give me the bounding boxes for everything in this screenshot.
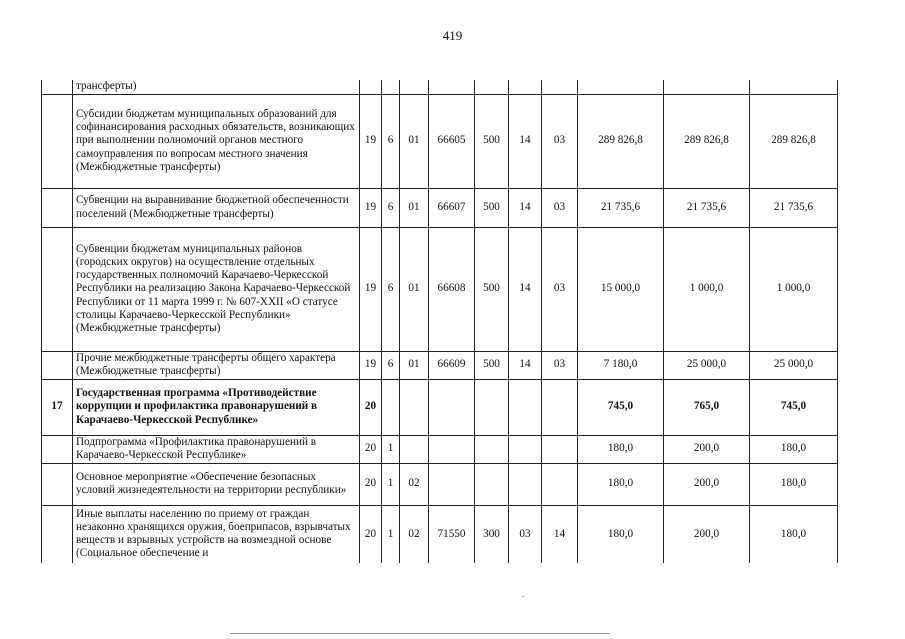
col-code-2: 1	[382, 505, 400, 563]
amount-year-3: 21 735,6	[750, 188, 838, 227]
amount-year-2: 765,0	[664, 379, 750, 435]
col-code-1: 19	[360, 227, 382, 351]
col-code-2	[382, 379, 400, 435]
col-code-2	[382, 80, 400, 94]
col-code-1: 20	[360, 435, 382, 463]
amount-year-1: 21 735,6	[578, 188, 664, 227]
amount-year-1: 180,0	[578, 435, 664, 463]
row-index	[42, 94, 73, 188]
amount-year-3: 25 000,0	[750, 351, 838, 379]
amount-year-1: 745,0	[578, 379, 664, 435]
col-code-2: 6	[382, 94, 400, 188]
page-number: 419	[442, 28, 463, 43]
row-index	[42, 351, 73, 379]
row-description: Субвенции на выравнивание бюджетной обеспеченности поселений (Межбюджетные трансферты)	[73, 188, 360, 227]
col-code-5: 500	[475, 227, 509, 351]
col-code-5	[475, 379, 509, 435]
col-code-6	[509, 435, 542, 463]
col-code-2: 1	[382, 463, 400, 505]
col-code-2: 6	[382, 188, 400, 227]
col-code-5: 500	[475, 351, 509, 379]
amount-year-3: 1 000,0	[750, 227, 838, 351]
amount-year-3: 180,0	[750, 463, 838, 505]
amount-year-2: 1 000,0	[664, 227, 750, 351]
col-code-6: 14	[509, 227, 542, 351]
amount-year-1	[578, 80, 664, 94]
amount-year-3: 180,0	[750, 505, 838, 563]
col-code-5	[475, 463, 509, 505]
col-code-5: 500	[475, 94, 509, 188]
table-row	[42, 227, 838, 351]
row-index	[42, 435, 73, 463]
col-code-5: 500	[475, 188, 509, 227]
col-code-6	[509, 80, 542, 94]
col-code-3: 01	[400, 227, 429, 351]
row-index	[42, 188, 73, 227]
col-code-4	[429, 379, 475, 435]
col-code-3	[400, 435, 429, 463]
col-code-6: 03	[509, 505, 542, 563]
col-code-4: 71550	[429, 505, 475, 563]
col-code-3: 02	[400, 505, 429, 563]
row-description: Субвенции бюджетам муниципальных районов (городских округов) на осуществление отдельных государственных полномочий Карачаево-Черкесской Республики на реализацию Закона Карачаево-Черкесской Республики от 11 марта 1999 г. № 607-XXII «О статусе столицы Карачаево-Черкесской Республики» (Межбюджетные трансферты)	[73, 227, 360, 351]
row-index	[42, 463, 73, 505]
col-code-1: 19	[360, 94, 382, 188]
scan-artifact-line	[230, 633, 610, 634]
table-row	[42, 94, 838, 188]
col-code-5: 300	[475, 505, 509, 563]
col-code-2: 6	[382, 351, 400, 379]
row-description: Государственная программа «Противодействие коррупции и профилактика правонарушений в Карачаево-Черкесской Республике»	[73, 379, 360, 435]
col-code-3: 02	[400, 463, 429, 505]
col-code-1: 19	[360, 188, 382, 227]
table-row	[42, 435, 838, 463]
col-code-6: 14	[509, 94, 542, 188]
col-code-2: 6	[382, 227, 400, 351]
amount-year-2: 21 735,6	[664, 188, 750, 227]
col-code-1: 20	[360, 463, 382, 505]
col-code-4	[429, 463, 475, 505]
col-code-1: 20	[360, 379, 382, 435]
col-code-3: 01	[400, 188, 429, 227]
amount-year-1: 180,0	[578, 463, 664, 505]
col-code-4	[429, 80, 475, 94]
col-code-4: 66605	[429, 94, 475, 188]
col-code-2: 1	[382, 435, 400, 463]
row-index: 17	[42, 379, 73, 435]
row-description: Субсидии бюджетам муниципальных образований для софинансирования расходных обязательств, возникающих при выполнении полномочий органов местного самоуправления по вопросам местного значения (Межбюджетные трансферты)	[73, 94, 360, 188]
row-description: Прочие межбюджетные трансферты общего характера (Межбюджетные трансферты)	[73, 351, 360, 379]
col-code-3: 01	[400, 351, 429, 379]
col-code-7	[542, 379, 578, 435]
amount-year-3: 289 826,8	[750, 94, 838, 188]
budget-table	[41, 80, 838, 563]
col-code-6: 14	[509, 351, 542, 379]
row-index	[42, 80, 73, 94]
amount-year-2: 200,0	[664, 463, 750, 505]
col-code-1: 20	[360, 505, 382, 563]
table-row	[42, 463, 838, 505]
amount-year-1: 15 000,0	[578, 227, 664, 351]
col-code-4: 66609	[429, 351, 475, 379]
row-description: Подпрограмма «Профилактика правонарушений в Карачаево-Черкесской Республике»	[73, 435, 360, 463]
amount-year-1: 7 180,0	[578, 351, 664, 379]
table-row	[42, 379, 838, 435]
col-code-7: 03	[542, 94, 578, 188]
col-code-7: 03	[542, 188, 578, 227]
row-index	[42, 227, 73, 351]
col-code-4: 66608	[429, 227, 475, 351]
col-code-3	[400, 379, 429, 435]
col-code-5	[475, 80, 509, 94]
table-row	[42, 188, 838, 227]
amount-year-2: 200,0	[664, 505, 750, 563]
col-code-4: 66607	[429, 188, 475, 227]
col-code-6	[509, 463, 542, 505]
table-row	[42, 80, 838, 94]
row-index	[42, 505, 73, 563]
col-code-5	[475, 435, 509, 463]
col-code-1	[360, 80, 382, 94]
col-code-7	[542, 435, 578, 463]
col-code-7: 03	[542, 351, 578, 379]
col-code-7: 03	[542, 227, 578, 351]
col-code-3: 01	[400, 94, 429, 188]
row-description: Иные выплаты населению по приему от граждан незаконно хранящихся оружия, боеприпасов, взрывчатых веществ и взрывных устройств на возмездной основе (Социальное обеспечение и	[73, 505, 360, 563]
scan-artifact-dot	[522, 596, 524, 597]
col-code-6	[509, 379, 542, 435]
row-description: Основное мероприятие «Обеспечение безопасных условий жизнедеятельности на территории республики»	[73, 463, 360, 505]
amount-year-1: 180,0	[578, 505, 664, 563]
amount-year-1: 289 826,8	[578, 94, 664, 188]
col-code-7	[542, 80, 578, 94]
amount-year-2: 25 000,0	[664, 351, 750, 379]
table-row	[42, 505, 838, 563]
amount-year-2	[664, 80, 750, 94]
amount-year-2: 200,0	[664, 435, 750, 463]
amount-year-3	[750, 80, 838, 94]
col-code-6: 14	[509, 188, 542, 227]
col-code-3	[400, 80, 429, 94]
col-code-7: 14	[542, 505, 578, 563]
amount-year-3: 745,0	[750, 379, 838, 435]
col-code-7	[542, 463, 578, 505]
row-description: трансферты)	[73, 80, 360, 94]
amount-year-2: 289 826,8	[664, 94, 750, 188]
table-row	[42, 351, 838, 379]
col-code-1: 19	[360, 351, 382, 379]
amount-year-3: 180,0	[750, 435, 838, 463]
col-code-4	[429, 435, 475, 463]
